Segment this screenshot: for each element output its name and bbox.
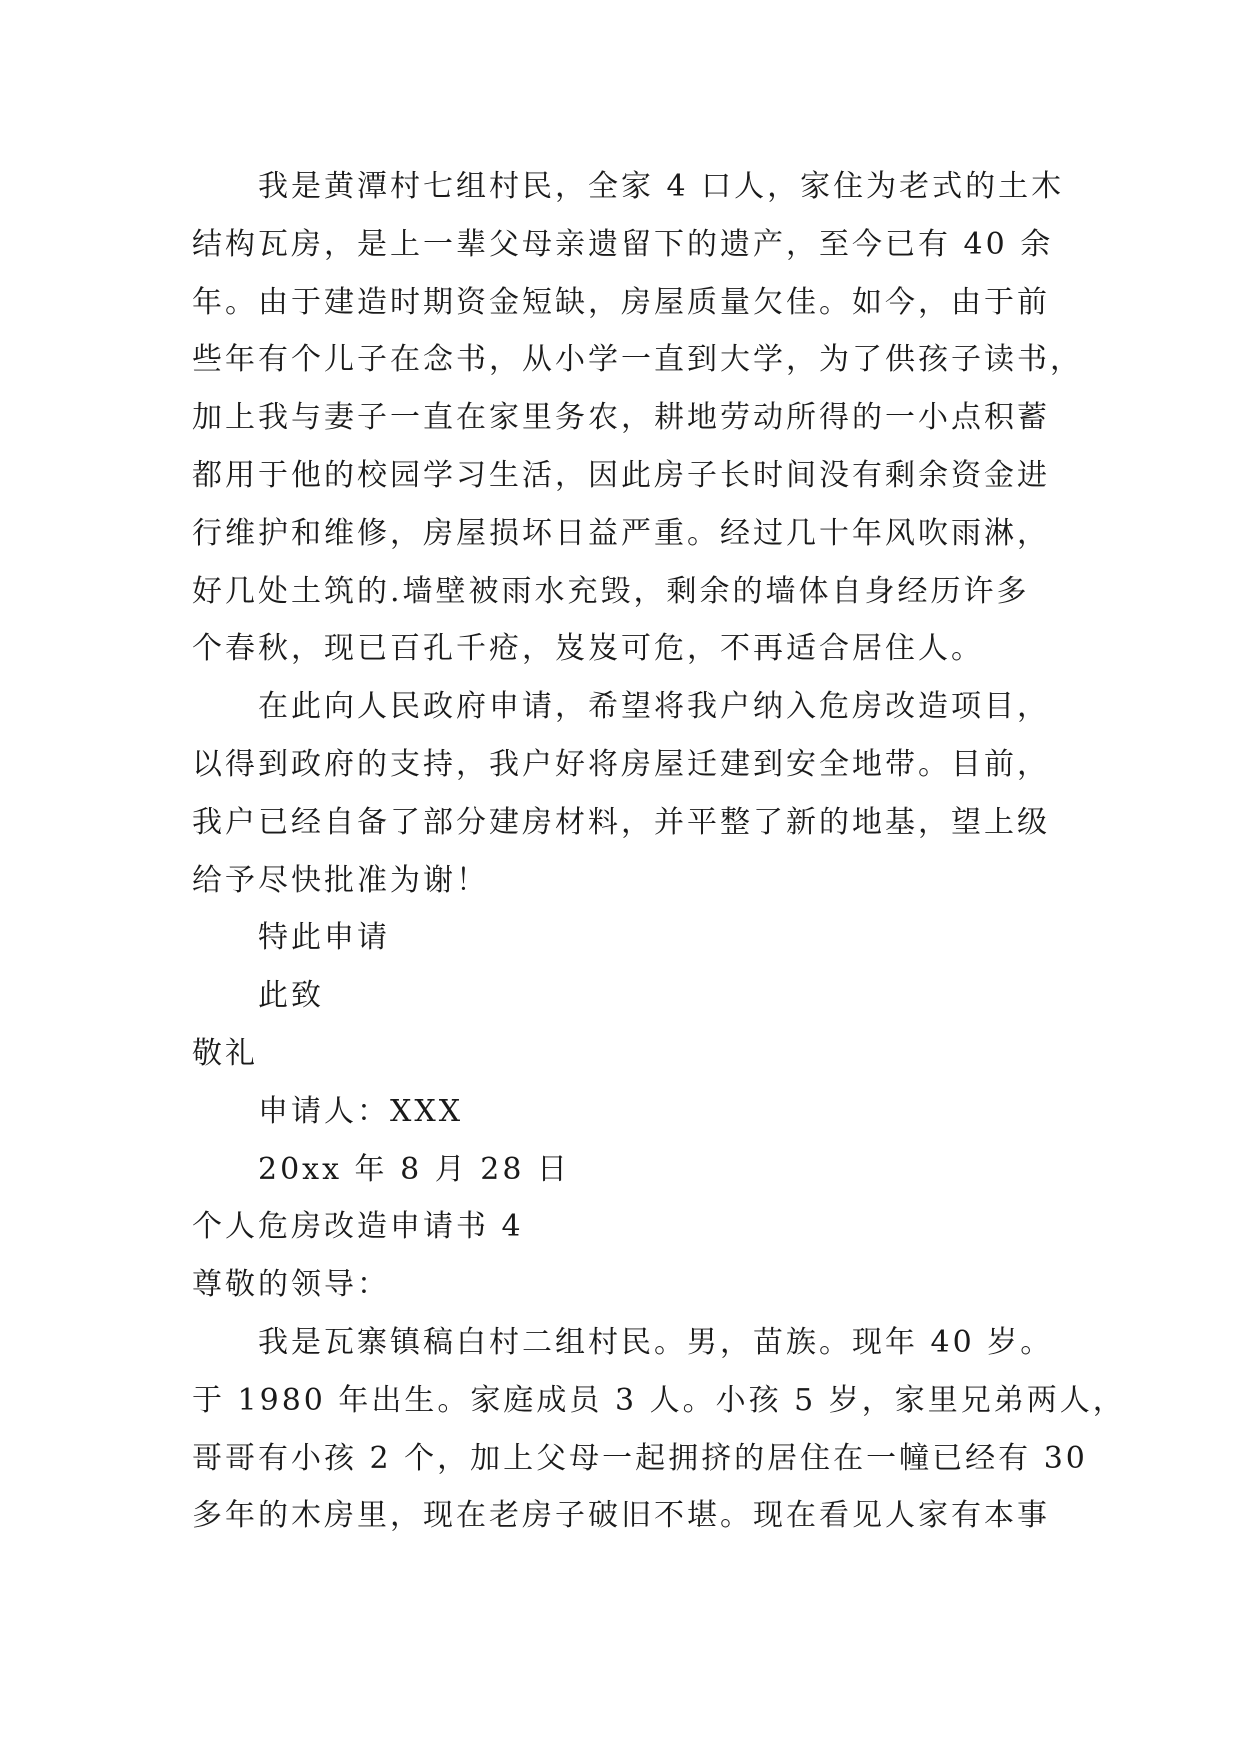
text-line: 我户已经自备了部分建房材料，并平整了新的地基，望上级 <box>192 804 1050 840</box>
text-line: 都用于他的校园学习生活，因此房子长时间没有剩余资金进 <box>192 457 1050 493</box>
text-line: 给予尽快批准为谢！ <box>192 862 489 898</box>
text-line: 些年有个儿子在念书，从小学一直到大学，为了供孩子读书， <box>192 342 1083 378</box>
closing-line: 特此申请 <box>258 920 390 956</box>
applicant-line: 申请人：XXX <box>258 1093 464 1129</box>
text-line: 我是黄潭村七组村民，全家 4 口人，家住为老式的土木 <box>258 169 1065 204</box>
text-line: 于 1980 年出生。家庭成员 3 人。小孩 5 岁，家里兄弟两人， <box>192 1382 1126 1418</box>
date-line: 20xx 年 8 月 28 日 <box>258 1151 570 1187</box>
text-line: 哥哥有小孩 2 个，加上父母一起拥挤的居住在一幢已经有 30 <box>192 1440 1088 1476</box>
document-body <box>192 158 1126 1545</box>
text-line: 加上我与妻子一直在家里务农，耕地劳动所得的一小点积蓄 <box>192 400 1050 436</box>
text-line: 好几处土筑的.墙壁被雨水充毁，剩余的墙体自身经历许多 <box>192 573 1030 609</box>
text-line: 在此向人民政府申请，希望将我户纳入危房改造项目， <box>258 689 1050 725</box>
text-line: 个春秋，现已百孔千疮，岌岌可危，不再适合居住人。 <box>192 631 984 667</box>
salutation-line: 敬礼 <box>192 1035 258 1071</box>
section-title: 个人危房改造申请书 4 <box>192 1209 524 1245</box>
text-line: 行维护和维修，房屋损坏日益严重。经过几十年风吹雨淋， <box>192 515 1050 551</box>
closing-line: 此致 <box>258 978 324 1014</box>
greeting-line: 尊敬的领导： <box>192 1267 390 1303</box>
text-line: 我是瓦寨镇稿白村二组村民。男，苗族。现年 40 岁。 <box>258 1324 1054 1360</box>
text-line: 以得到政府的支持，我户好将房屋迁建到安全地带。目前， <box>192 746 1050 782</box>
text-line: 多年的木房里，现在老房子破旧不堪。现在看见人家有本事 <box>192 1498 1050 1534</box>
text-line: 结构瓦房，是上一辈父母亲遗留下的遗产，至今已有 40 余 <box>192 226 1054 262</box>
text-line: 年。由于建造时期资金短缺，房屋质量欠佳。如今，由于前 <box>192 284 1050 320</box>
